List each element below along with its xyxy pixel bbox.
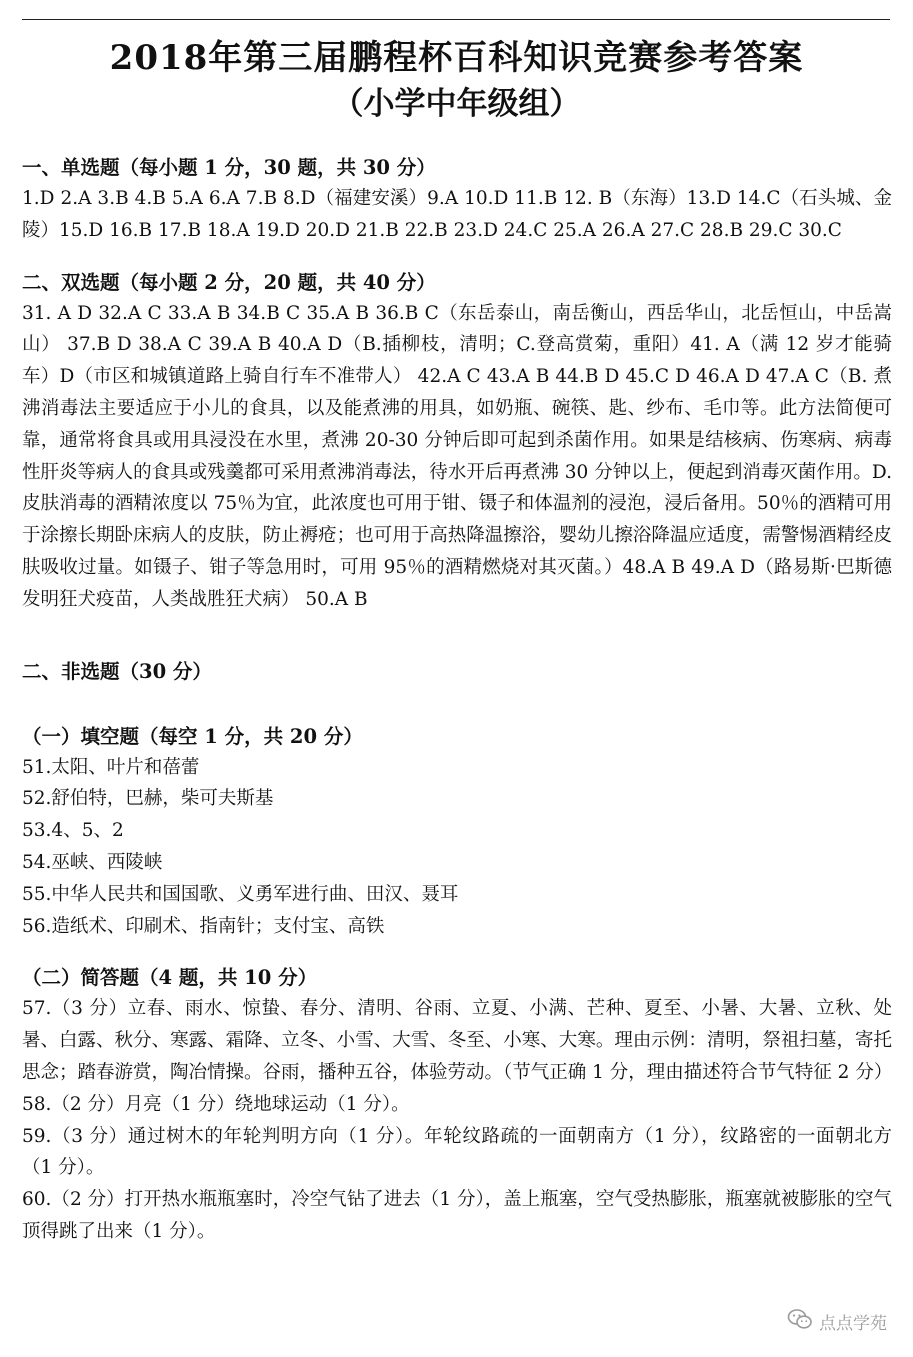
fill-blank-answer: 52.舒伯特，巴赫，柴可夫斯基 <box>22 788 274 810</box>
wechat-icon <box>787 1308 819 1335</box>
page-title: 2018年第三届鹏程杯百科知识竞赛参考答案 <box>109 38 804 78</box>
double-choice-answers: 31. A D 32.A C 33.A B 34.B C 35.A B 36.B C（东岳泰山，南岳衡山，西岳华山，北岳恒山，中岳嵩山） 37.B D 38.A C 39.A B 40.A D（B.插柳枝，清明；C.登高赏菊，重阳）41. A（满 12 岁才能骑车）D（市区和城镇道路上骑自行车不准带人） 42.A C 43.A B 44.B D 45.C D 46.A D 47.A C（B. 煮沸消毒法主要适应于小儿的食具，以及能煮沸的用具，如奶瓶、碗筷、匙、纱布、毛巾等。此方法简便可靠，通常将食具或用具浸没在水里，煮沸 20-30 分钟后即可起到杀菌作用。如果是结核病、伤寒病、病毒性肝炎等病人的食具或残羹都可采用煮沸消毒法，待水开后再煮沸 30 分钟以上，便起到消毒灭菌作用。D. 皮肤消毒的酒精浓度以 75％为宜，此浓度也可用于钳、镊子和体温剂的浸泡，浸后备用。50％的酒精可用于涂擦长期卧床病人的皮肤，防止褥疮；也可用于高热降温擦浴，婴幼儿擦浴降温应适度，需警惕酒精经皮肤吸收过量。如镊子、钳子等急用时，可用 95％的酒精燃烧对其灭菌。）48.A B 49.A D（路易斯·巴斯德发明狂犬疫苗，人类战胜狂犬病） 50.A B <box>22 302 892 610</box>
fill-blank-answer: 56.造纸术、印刷术、指南针；支付宝、高铁 <box>22 915 385 937</box>
fill-blank-answer: 51.太阳、叶片和蓓蕾 <box>22 756 200 778</box>
subsection-heading-fill-blank: （一）填空题（每空 1 分，共 20 分） <box>22 724 363 748</box>
subsection-heading-short-answer: （二）简答题（4 题，共 10 分） <box>22 966 318 990</box>
answer-content <box>22 152 892 1248</box>
fill-blank-answer: 53.4、5、2 <box>22 820 124 842</box>
top-rule <box>22 19 890 20</box>
single-choice-answers: 1.D 2.A 3.B 4.B 5.A 6.A 7.B 8.D（福建安溪）9.A 10.D 11.B 12. B（东海）13.D 14.C（石头城、金陵）15.D 16.B 17.B 18.A 19.D 20.D 21.B 22.B 23.D 24.C 25.A 26.A 27.C 28.B 29.C 30.C <box>22 188 892 241</box>
fill-blank-answer: 54.巫峡、西陵峡 <box>22 851 163 873</box>
short-answer: 58.（2 分）月亮（1 分）绕地球运动（1 分）。 <box>22 1093 410 1115</box>
short-answer: 59.（3 分）通过树木的年轮判明方向（1 分）。年轮纹路疏的一面朝南方（1 分），纹路密的一面朝北方（1 分）。 <box>22 1125 892 1179</box>
section-heading-non-choice: 二、非选题（30 分） <box>22 659 212 683</box>
section-heading-single-choice: 一、单选题（每小题 1 分，30 题，共 30 分） <box>22 156 436 179</box>
watermark <box>787 1308 887 1335</box>
section-heading-double-choice: 二、双选题（每小题 2 分，20 题，共 40 分） <box>22 270 436 294</box>
short-answer: 57.（3 分）立春、雨水、惊蛰、春分、清明、谷雨、立夏、小满、芒种、夏至、小暑、大暑、立秋、处暑、白露、秋分、寒露、霜降、立冬、小雪、大雪、冬至、小寒、大寒。理由示例：清明，祭祖扫墓，寄托思念；踏春游赏，陶冶情操。谷雨，播种五谷，体验劳动。（节气正确 1 分，理由描述符合节气特征 2 分） <box>22 998 893 1083</box>
fill-blank-answer: 55.中华人民共和国国歌、义勇军进行曲、田汉、聂耳 <box>22 883 459 905</box>
page-subtitle: （小学中年级组） <box>332 86 581 122</box>
short-answer: 60.（2 分）打开热水瓶瓶塞时，冷空气钻了进去（1 分），盖上瓶塞，空气受热膨胀，瓶塞就被膨胀的空气顶得跳了出来（1 分）。 <box>22 1189 892 1242</box>
watermark-text: 点点学苑 <box>819 1314 887 1334</box>
